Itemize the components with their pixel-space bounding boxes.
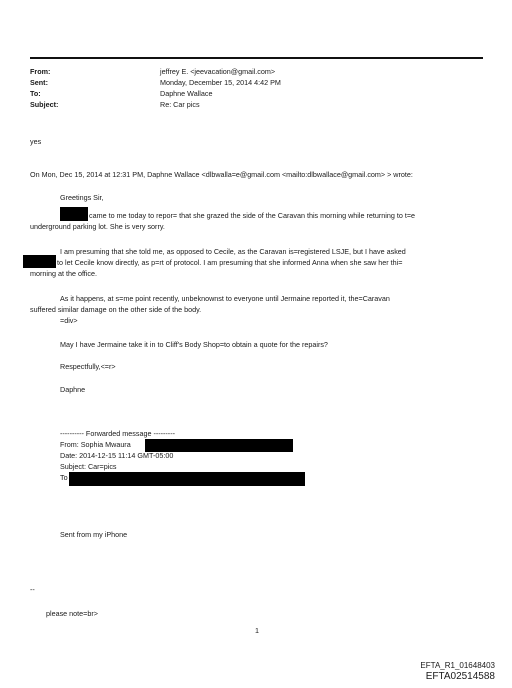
greeting: Greetings Sir, — [60, 193, 104, 202]
paragraph-line: suffered similar damage on the other side of the body. — [30, 305, 202, 314]
signature-dash: -- — [30, 585, 35, 594]
footer-id-secondary: EFTA02514588 — [425, 671, 495, 682]
quote-header: On Mon, Dec 15, 2014 at 12:31 PM, Daphne Wallace <dlbwalla=e@gmail.com <mailto:dlbwallace@gmail.com> > wrote: — [30, 170, 413, 179]
paragraph-line: came to me today to repor= that she grazed the side of the Caravan this morning while returning to t=e — [89, 211, 416, 220]
redaction-box — [23, 255, 56, 268]
paragraph-line: I am presuming that she told me, as opposed to Cecile, as the Caravan is=registered LSJE, but I have asked — [60, 247, 406, 256]
redaction-box — [69, 472, 305, 486]
page-number: 1 — [255, 626, 259, 635]
sent-value: Monday, December 15, 2014 4:42 PM — [160, 78, 281, 87]
closing: Respectfully,<=r> — [60, 362, 116, 371]
sent-from: Sent from my iPhone — [60, 530, 128, 539]
to-value: Daphne Wallace — [160, 89, 213, 98]
forwarded-from: From: Sophia Mwaura — [60, 440, 131, 449]
forwarded-subject: Subject: Car=pics — [60, 462, 117, 471]
paragraph-line: May I have Jermaine take it in to Cliff's Body Shop=to obtain a quote for the repairs? — [60, 340, 328, 349]
paragraph-line: to let Cecile know directly, as p=rt of protocol. I am presuming that she informed Anna when she saw her thi= — [57, 258, 403, 267]
paragraph-line: underground parking lot. She is very sorry. — [30, 222, 165, 231]
forwarded-header: ---------- Forwarded message --------- — [60, 429, 175, 438]
from-value: jeffrey E. <jeevacation@gmail.com> — [160, 67, 276, 76]
paragraph-line: morning at the office. — [30, 269, 97, 278]
forwarded-to: To — [60, 473, 68, 482]
subject-label: Subject: — [30, 100, 59, 109]
footer-id-primary: EFTA_R1_01648403 — [420, 661, 495, 670]
to-label: To: — [30, 89, 41, 98]
note-line: please note=br> — [46, 609, 98, 618]
subject-value: Re: Car pics — [160, 100, 200, 109]
forwarded-date: Date: 2014-12-15 11:14 GMT-05:00 — [60, 451, 174, 460]
div-tag: =div> — [60, 316, 78, 325]
reply-text: yes — [30, 137, 42, 146]
redaction-box — [60, 207, 88, 221]
sent-label: Sent: — [30, 78, 48, 87]
signature: Daphne — [60, 385, 86, 394]
header-rule — [30, 57, 483, 59]
from-label: From: — [30, 67, 51, 76]
paragraph-line: As it happens, at s=me point recently, unbeknownst to everyone until Jermaine reported it, the=Caravan — [60, 294, 390, 303]
